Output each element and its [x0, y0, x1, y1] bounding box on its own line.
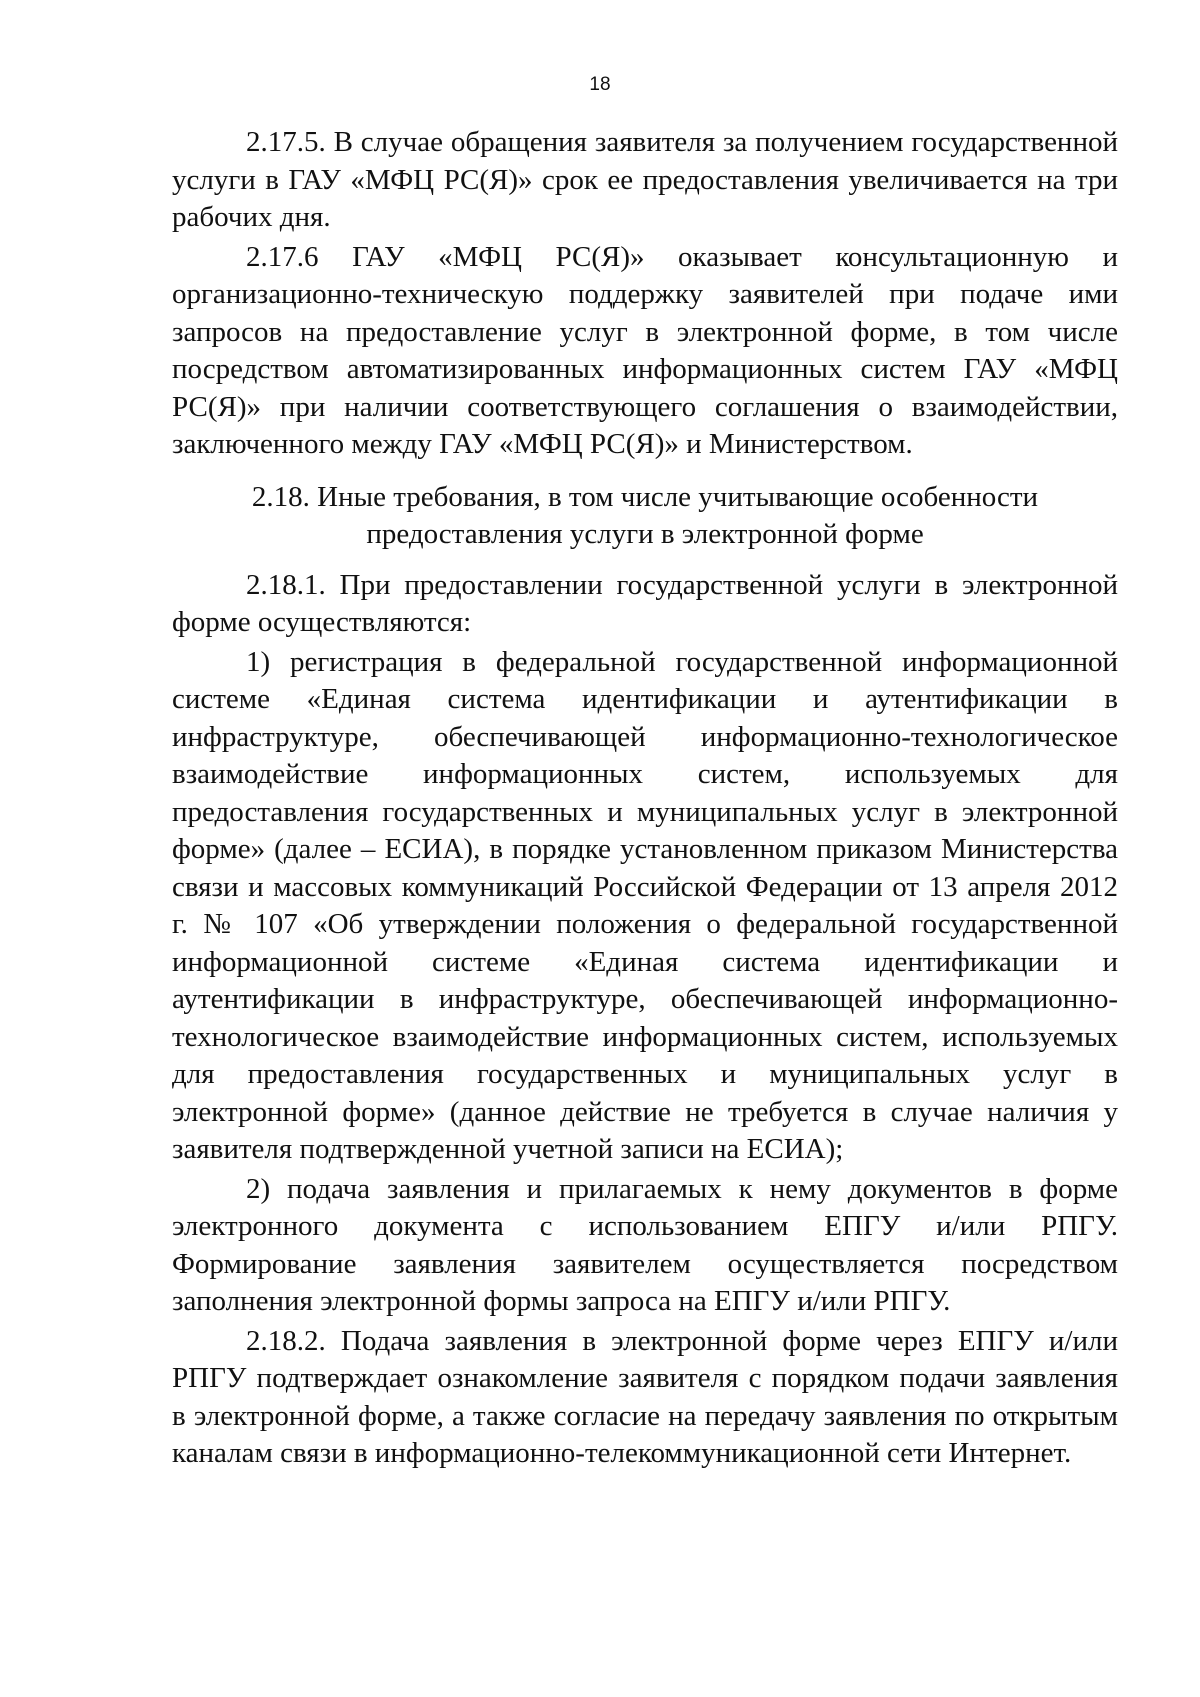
paragraph-2-18-2: 2.18.2. Подача заявления в электронной форме через ЕПГУ и/или РПГУ подтверждает ознакомление заявителя с порядком подачи заявления в электронной форме, а также согласие на передачу заявления по открытым каналам связи в информационно-телекоммуникационной сети Интернет.	[172, 1324, 1118, 1469]
document-body	[172, 124, 1118, 1475]
section-heading-line-1: 2.18. Иные требования, в том числе учитывающие особенности	[251, 480, 1039, 513]
paragraph-2-17-6: 2.17.6 ГАУ «МФЦ РС(Я)» оказывает консультационную и организационно-техническую поддержку заявителей при подаче ими запросов на предоставление услуг в электронной форме, в том числе посредством автоматизированных информационных систем ГАУ «МФЦ РС(Я)» при наличии соответствующего соглашения о взаимодействии, заключенного между ГАУ «МФЦ РС(Я)» и Министерством.	[172, 240, 1118, 460]
section-heading-line-2: предоставления услуги в электронной форме	[366, 518, 924, 550]
list-item-1: 1) регистрация в федеральной государственной информационной системе «Единая система идентификации и аутентификации в инфраструктуре, обеспечивающей информационно-технологическое взаимодействие информационных систем, используемых для предоставления государственных и муниципальных услуг в электронной форме» (далее – ЕСИА), в порядке установленном приказом Министерства связи и массовых коммуникаций Российской Федерации от 13 апреля 2012 г. № 107 «Об утверждении положения о федеральной государственной информационной системе «Единая система идентификации и аутентификации в инфраструктуре, обеспечивающей информационно-технологическое взаимодействие информационных систем, используемых для предоставления государственных и муниципальных услуг в электронной форме» (данное действие не требуется в случае наличия у заявителя подтвержденной учетной записи на ЕСИА);	[172, 645, 1118, 1165]
paragraph-2-17-5: 2.17.5. В случае обращения заявителя за получением государственной услуги в ГАУ «МФЦ РС(Я)» срок ее предоставления увеличивается на три рабочих дня.	[172, 126, 1118, 233]
section-heading-2-18	[172, 479, 1118, 554]
list-item-2: 2) подача заявления и прилагаемых к нему документов в форме электронного документа с использованием ЕПГУ и/или РПГУ. Формирование заявления заявителем осуществляется посредством заполнения электронной формы запроса на ЕПГУ и/или РПГУ.	[172, 1172, 1118, 1317]
paragraph-2-18-1: 2.18.1. При предоставлении государственной услуги в электронной форме осуществляются:	[172, 568, 1118, 638]
page-number: 18	[589, 74, 611, 95]
